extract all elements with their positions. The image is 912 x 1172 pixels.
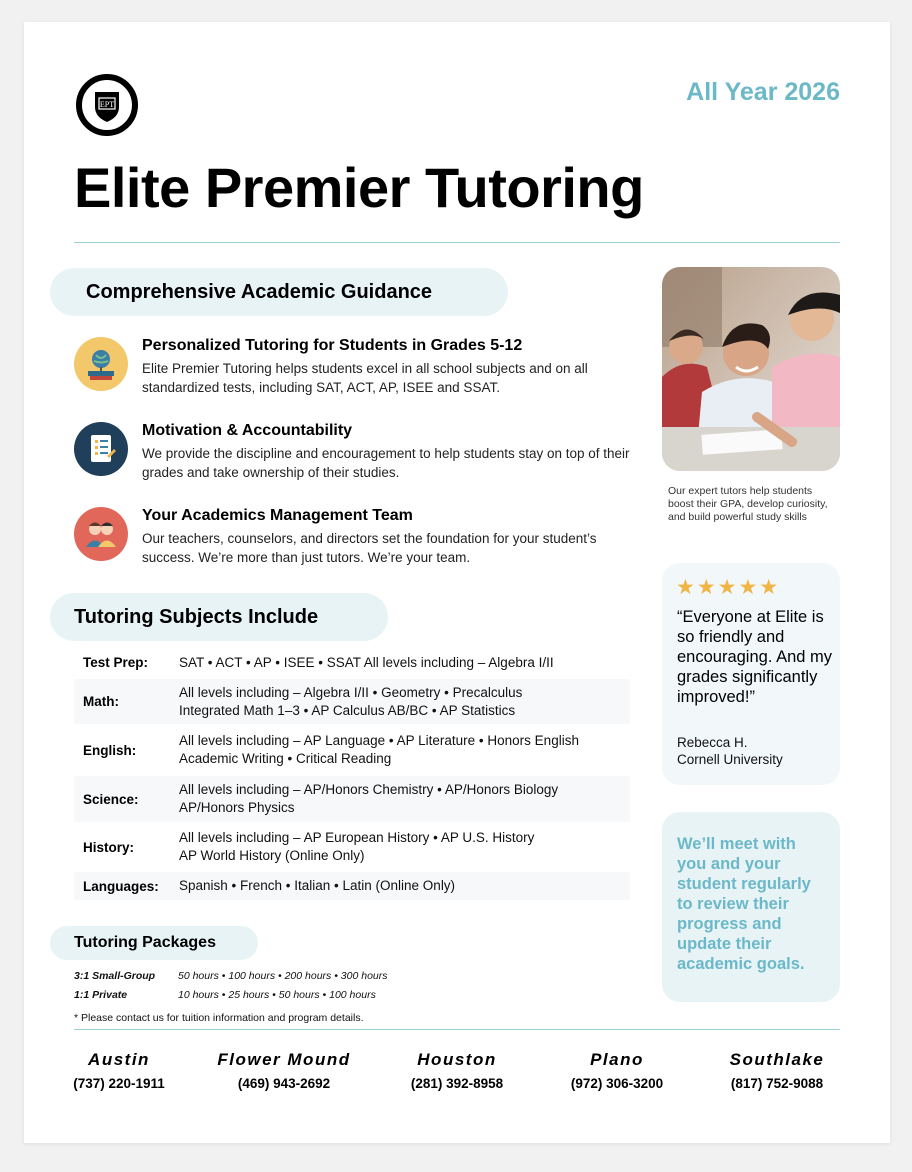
office-austin [39, 1050, 199, 1091]
office-plano [537, 1050, 697, 1091]
subject-value: All levels including – AP Language • AP Literature • Honors English Academic Writing • Critical Reading [179, 733, 579, 766]
package-value: 10 hours • 25 hours • 50 hours • 100 hours [178, 989, 376, 1001]
reviewer-school: Cornell University [677, 752, 783, 767]
divider [74, 242, 840, 243]
testimonial-author [677, 734, 783, 768]
package-value: 50 hours • 100 hours • 200 hours • 300 hours [178, 970, 388, 982]
checklist-clipboard-icon [74, 422, 128, 476]
shield-icon [82, 80, 132, 130]
star-rating-icon: ★★★★★ [676, 576, 781, 599]
office-southlake [697, 1050, 857, 1091]
section-heading-packages: Tutoring Packages [50, 926, 258, 960]
subject-label: Math: [83, 694, 119, 709]
subject-label: History: [83, 839, 135, 855]
office-city: Southlake [729, 1050, 825, 1069]
table-row [74, 724, 630, 776]
office-city: Houston [417, 1050, 497, 1069]
feature-motivation [74, 422, 634, 492]
subject-label: English: [83, 742, 137, 758]
package-label: 1:1 Private [74, 989, 128, 1001]
feature-title: Your Academics Management Team [142, 507, 413, 524]
flyer-page [24, 22, 890, 1143]
section-heading-guidance: Comprehensive Academic Guidance [50, 268, 508, 316]
subject-value: Spanish • French • Italian • Latin (Online Only) [179, 878, 456, 893]
logo-text: EPT [99, 100, 115, 109]
feature-body: Our teachers, counselors, and directors set the foundation for your student’s success. We’re more than just tutors. We’re your team. [142, 531, 597, 565]
office-phone[interactable]: (281) 392-8958 [410, 1076, 504, 1091]
photo-caption: Our expert tutors help students boost their GPA, develop curiosity, and build powerful study skills [668, 485, 828, 523]
globe-books-icon [74, 337, 128, 391]
testimonial-card [662, 563, 840, 785]
subject-label: Science: [83, 791, 139, 807]
feature-management-team [74, 507, 634, 577]
students-photo [662, 267, 840, 471]
section-heading-subjects: Tutoring Subjects Include [50, 593, 388, 641]
feature-title: Motivation & Accountability [142, 422, 353, 439]
year-label: All Year 2026 [686, 78, 840, 106]
office-phone[interactable]: (469) 943-2692 [237, 1076, 331, 1091]
subject-label: Test Prep: [83, 655, 149, 670]
office-city: Austin [88, 1050, 150, 1069]
shield-logo [76, 74, 138, 136]
table-row [74, 822, 630, 872]
subject-value: All levels including – AP/Honors Chemistry • AP/Honors Biology AP/Honors Physics [179, 782, 559, 815]
subject-value: All levels including – AP European History • AP U.S. History AP World History (Online Only) [179, 830, 535, 863]
page-title: Elite Premier Tutoring [74, 156, 644, 219]
package-label: 3:1 Small-Group [74, 970, 156, 982]
office-city: Flower Mound [217, 1050, 351, 1069]
subjects-table [74, 646, 630, 900]
table-row [74, 646, 630, 679]
office-phone[interactable]: (817) 752-9088 [730, 1076, 824, 1091]
office-phone[interactable]: (972) 306-3200 [570, 1076, 664, 1091]
team-people-icon [74, 507, 128, 561]
reviewer-name: Rebecca H. [677, 735, 748, 750]
table-row [74, 679, 630, 724]
feature-title: Personalized Tutoring for Students in Grades 5-12 [142, 337, 523, 354]
divider [74, 1029, 840, 1030]
subject-value: SAT • ACT • AP • ISEE • SSAT All levels including – Algebra I/II [179, 654, 554, 670]
office-city: Plano [590, 1050, 644, 1069]
feature-personalized-tutoring [74, 337, 634, 407]
feature-body: We provide the discipline and encouragement to help students stay on top of their grades and take ownership of their studies. [142, 446, 630, 480]
subject-label: Languages: [83, 878, 159, 894]
office-houston [377, 1050, 537, 1091]
tuition-note: * Please contact us for tuition information and program details. [74, 1012, 364, 1024]
office-phone[interactable]: (737) 220-1911 [73, 1076, 165, 1091]
feature-body: Elite Premier Tutoring helps students excel in all school subjects and on all standardized tests, including SAT, ACT, AP, ISEE and SSAT. [142, 361, 588, 395]
meeting-text: We’ll meet with you and your student regularly to review their progress and update their academic goals. [677, 835, 811, 973]
testimonial-quote: “Everyone at Elite is so friendly and encouraging. And my grades significantly improved!” [677, 608, 833, 706]
table-row [74, 872, 630, 900]
subject-value: All levels including – Algebra I/II • Geometry • Precalculus Integrated Math 1–3 • AP Calculus AB/BC • AP Statistics [179, 684, 523, 718]
table-row [74, 776, 630, 822]
meeting-callout [662, 812, 840, 1002]
office-flower-mound [204, 1050, 364, 1091]
